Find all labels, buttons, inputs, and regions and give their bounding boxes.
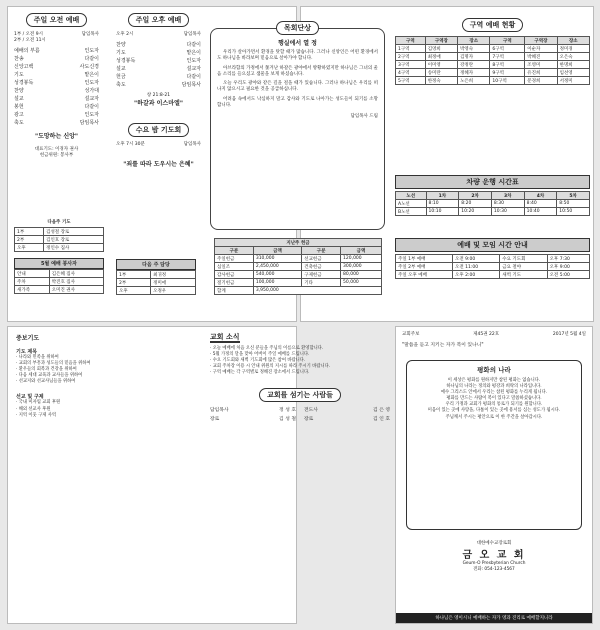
order-value: 맡은이 xyxy=(84,72,99,78)
peace-body xyxy=(415,378,573,421)
order-row xyxy=(116,73,201,81)
attendance-title: 구역 예배 현황 xyxy=(462,18,523,32)
table-cell: 8:20 xyxy=(459,200,492,208)
offering-total-value: 3,950,000 xyxy=(253,287,381,295)
table-header-cell: 구역 xyxy=(490,37,525,45)
mission-list xyxy=(16,400,206,418)
peace-line: 예수 그리스도 안에서 우리는 참된 평화를 누리게 됩니다. xyxy=(440,390,548,396)
table-row xyxy=(396,208,590,216)
table-cell: 정미경 xyxy=(557,45,589,53)
column-paragraph: 아브라함의 가정에서 쫓겨난 하갈은 광야에서 방황하였지만 하나님은 그녀의 울음 소리를 들으셨고 샘물을 보게 하셨습니다. xyxy=(217,65,378,77)
order-row xyxy=(14,103,99,111)
table-header-row xyxy=(396,192,590,200)
order-value: 성가대 xyxy=(84,88,99,94)
table-row xyxy=(396,53,590,61)
duty2-table xyxy=(116,259,196,295)
table-cell: 주차 xyxy=(15,278,50,286)
table-cell: 서정미 xyxy=(557,77,589,85)
staff-role: 장로 xyxy=(210,417,220,423)
staff-entry xyxy=(210,415,296,422)
afternoon-service-title: 주일 오후 예배 xyxy=(128,13,189,27)
table-cell: 박진호 집사 xyxy=(49,278,103,286)
order-label: 헌금 xyxy=(116,74,126,80)
table-row xyxy=(117,279,196,287)
morning-service-order xyxy=(14,47,99,127)
order-row xyxy=(14,55,99,63)
table-cell: 오정우 xyxy=(151,287,196,295)
table-cell: 금요 철야 xyxy=(500,263,547,271)
table-cell: 안내 xyxy=(15,270,50,278)
table-cell: 문경희 xyxy=(525,77,557,85)
table-cell: 1구역 xyxy=(396,45,426,53)
schedule-table xyxy=(395,191,590,216)
order-value: 사도신경 xyxy=(79,64,99,70)
morning-service xyxy=(14,13,99,158)
table-header-cell: 구역 xyxy=(396,37,426,45)
order-row xyxy=(14,71,99,79)
order-label: 기도 xyxy=(116,50,126,56)
table-cell: 강정란 xyxy=(458,61,490,69)
table-cell: 주일 1부 예배 xyxy=(396,255,453,263)
table-cell: 100,000 xyxy=(253,279,301,287)
table-cell: 10구역 xyxy=(490,77,525,85)
order-value: 다같이 xyxy=(84,56,99,62)
table-header-row xyxy=(396,37,590,45)
peace-title: 평화의 나라 xyxy=(477,366,511,374)
table-header-row xyxy=(215,247,382,255)
order-label: 축도 xyxy=(116,82,126,88)
table-row xyxy=(15,270,104,278)
offering-table xyxy=(214,238,382,295)
next-week-table xyxy=(14,219,104,294)
order-row xyxy=(116,65,201,73)
table-header-cell: 구역장 xyxy=(425,37,457,45)
order-label: 예배의 부름 xyxy=(14,48,40,54)
table-cell: A노선 xyxy=(396,200,427,208)
staff-list xyxy=(210,406,390,422)
order-label: 기도 xyxy=(14,72,24,78)
table-cell: 8:30 xyxy=(491,200,524,208)
table-row xyxy=(396,77,590,85)
church-name: 금 오 교 회 xyxy=(462,550,526,561)
table-row xyxy=(215,271,382,279)
table-cell: 300,000 xyxy=(341,263,382,271)
table-cell: 540,000 xyxy=(253,271,301,279)
table-cell: 송미란 xyxy=(425,69,457,77)
wednesday-service-time: 오후 7시 30분 xyxy=(116,142,145,147)
attendance-section xyxy=(395,18,590,85)
table-header-cell: 2차 xyxy=(459,192,492,200)
order-row xyxy=(116,41,201,49)
peace-line: 평화를 만드는 사람이 복이 있다고 말씀하셨습니다. xyxy=(446,396,542,402)
offering-note: 헌금위원: 봉사부 xyxy=(39,153,74,158)
table-cell: 2부 xyxy=(117,279,151,287)
table-cell: 오전 9:00 xyxy=(453,255,500,263)
table-cell: 120,000 xyxy=(341,255,382,263)
peace-line: 이 세상은 평화를 원하지만 참된 평화는 없습니다. xyxy=(447,378,541,383)
prayer-list-title: 기도 제목 xyxy=(16,349,38,355)
order-label: 봉헌 xyxy=(14,104,24,110)
order-row xyxy=(116,49,201,57)
table-cell: 오후 xyxy=(117,287,151,295)
order-label: 찬양 xyxy=(116,42,126,48)
table-cell: 오후 7:30 xyxy=(547,255,589,263)
order-value: 다같이 xyxy=(186,42,201,48)
prayer-item: · 환우들의 회복과 건강을 위하여 xyxy=(16,367,77,373)
order-value: 인도자 xyxy=(84,80,99,86)
table-header-cell: 5차 xyxy=(557,192,590,200)
table-row xyxy=(15,228,104,236)
table-cell: 5구역 xyxy=(396,77,426,85)
morning-sermon-title: "도망하는 신앙" xyxy=(34,133,79,140)
order-row xyxy=(14,47,99,55)
table-cell: 절기헌금 xyxy=(215,279,254,287)
duty-list xyxy=(14,269,104,294)
table-cell: 최정애 xyxy=(425,53,457,61)
page-back-right xyxy=(395,326,593,624)
order-value: 다같이 xyxy=(84,104,99,110)
notice-item: · 구역 예배는 각 구역별로 정해진 장소에서 드립니다. xyxy=(210,370,310,376)
prayer-item: · 다음 세대 교육과 교사들을 위하여 xyxy=(16,373,83,379)
prayer-title: 중보기도 xyxy=(16,335,40,342)
table-cell: 박혜진 xyxy=(525,53,557,61)
order-label: 설교 xyxy=(14,96,24,102)
table-cell: 유진희 xyxy=(525,69,557,77)
order-row xyxy=(14,95,99,103)
peace-line: 우리 가정과 교회가 평화의 통로가 되기를 원합니다. xyxy=(445,402,543,408)
order-row xyxy=(14,111,99,119)
table-cell: 2구역 xyxy=(396,53,426,61)
table-header-cell: 장소 xyxy=(557,37,589,45)
schedule-title: 차량 운행 시간표 xyxy=(395,175,590,189)
order-label: 찬양 xyxy=(14,88,24,94)
table-cell: 3구역 xyxy=(396,61,426,69)
peace-line: 미움이 있는 곳에 사랑을, 다툼이 있는 곳에 용서를 심는 성도가 됩시다. xyxy=(427,408,561,414)
church-english-name: Geum-O Presbyterian Church xyxy=(462,561,526,566)
mission-title: 선교 및 구제 xyxy=(16,394,44,401)
table-cell: 기타 xyxy=(302,279,341,287)
order-label: 설교 xyxy=(116,66,126,72)
staff-name: 정 성 호 xyxy=(279,408,296,414)
order-row xyxy=(14,119,99,127)
staff-entry xyxy=(304,415,390,422)
table-header-cell: 장소 xyxy=(458,37,490,45)
table-cell: 한정숙 xyxy=(425,77,457,85)
table-header-cell: 구분 xyxy=(302,247,341,255)
table-cell: 오전 11:00 xyxy=(453,263,500,271)
notice-item: · 5월 가정의 달을 맞아 어버이 주일 예배를 드립니다. xyxy=(210,352,310,358)
table-cell: 오미진 권사 xyxy=(49,286,103,294)
table-row xyxy=(396,255,590,263)
table-cell: 1부 xyxy=(117,271,151,279)
table-cell: 김인호 장로 xyxy=(44,236,104,244)
table-cell: 오은숙 xyxy=(557,53,589,61)
table-cell: 오후 xyxy=(15,244,44,252)
table-header-cell: 금액 xyxy=(341,247,382,255)
table-cell: 김성철 장로 xyxy=(44,228,104,236)
table-cell: 구제헌금 xyxy=(302,271,341,279)
notice-item: · 수요 기도회와 새벽 기도회에 많은 참여 바랍니다. xyxy=(210,358,306,364)
table-cell: 10:20 xyxy=(459,208,492,216)
staff-entry xyxy=(210,406,296,413)
table-cell: 이미영 xyxy=(425,61,457,69)
table-cell: 8:40 xyxy=(524,200,557,208)
offering-total-row xyxy=(215,287,382,295)
notice-item: · 오늘 예배에 처음 오신 분들을 주님의 이름으로 환영합니다. xyxy=(210,346,324,351)
staff-role: 담임목사 xyxy=(210,408,229,414)
afternoon-service-preacher: 담임목사 xyxy=(183,32,201,37)
church-motto: 하나님은 영이시니 예배하는 자가 영과 진리로 예배할지니라 xyxy=(396,613,592,623)
prayer-section xyxy=(16,333,206,419)
table-cell: 310,000 xyxy=(253,255,301,263)
table-cell: 주일 오후 예배 xyxy=(396,271,453,279)
order-row xyxy=(14,63,99,71)
table-cell: 선교헌금 xyxy=(302,255,341,263)
column-paragraph: 어려움 속에서도 낙심하지 말고 감사와 기도로 나아가는 성도들이 되기를 소망합니다. xyxy=(217,96,378,109)
afternoon-service-order xyxy=(116,41,201,89)
column-title: 행실에서 열 정 xyxy=(278,40,317,47)
column-signature: 담임목사 드림 xyxy=(350,114,378,120)
staff-role: 전도사 xyxy=(304,408,318,414)
meetings-table xyxy=(395,254,590,279)
table-cell: 김영희 xyxy=(425,45,457,53)
table-cell: 2부 xyxy=(15,236,44,244)
table-row xyxy=(15,236,104,244)
column-paragraph: 오늘 우리도 광야와 같은 길을 걸을 때가 있습니다. 그러나 하나님은 우리를 떠나지 않으시고 필요한 것을 공급하십니다. xyxy=(217,81,378,93)
next-week-list xyxy=(14,227,104,252)
table-cell: 오후 9:00 xyxy=(547,263,589,271)
table-cell: 정혜자 xyxy=(458,69,490,77)
wednesday-service-preacher: 담임목사 xyxy=(183,142,201,147)
table-cell: 6구역 xyxy=(490,45,525,53)
column-paragraph: 우리가 살아가면서 환경을 탓할 때가 많습니다. 그러나 신앙인은 어떤 환경에서도 하나님을 바라보며 믿음으로 살아가야 합니다. xyxy=(217,50,378,62)
wednesday-sermon-title: "죄를 따라 도우시는 은혜" xyxy=(123,161,194,168)
table-cell: 80,000 xyxy=(341,271,382,279)
table-row xyxy=(117,287,196,295)
table-header-cell: 구역장 xyxy=(525,37,557,45)
table-cell: 오후 2:00 xyxy=(453,271,500,279)
order-value: 인도자 xyxy=(84,48,99,54)
table-cell: 7구역 xyxy=(490,53,525,61)
notice-item: · 교회 주차장 이용 시 안내 위원의 지시를 따라 주시기 바랍니다. xyxy=(210,364,331,370)
afternoon-service-time: 오후 2시 xyxy=(116,32,134,37)
church-phone: 전화: 054-123-4567 xyxy=(473,567,515,572)
table-cell: 정미애 xyxy=(151,279,196,287)
mission-item: · 지역 이웃 구제 사역 xyxy=(16,412,57,418)
table-cell: 노은희 xyxy=(458,77,490,85)
bulletin-issue-label: 교회주보 xyxy=(402,332,420,337)
morning-service-title: 주일 오전 예배 xyxy=(26,13,87,27)
table-header-cell: 금액 xyxy=(253,247,301,255)
table-cell: 한명희 xyxy=(557,61,589,69)
table-cell: 4구역 xyxy=(396,69,426,77)
table-cell: 최귀정 xyxy=(151,271,196,279)
offering-total-label: 합계 xyxy=(215,287,254,295)
order-label: 축도 xyxy=(14,120,24,126)
staff-entry xyxy=(304,406,390,413)
table-row xyxy=(215,279,382,287)
peace-line: 하나님의 나라는 정의와 평강과 희락의 나라입니다. xyxy=(446,384,542,390)
order-row xyxy=(116,57,201,65)
prayer-note: 대표기도: 이경자 권사 xyxy=(34,147,79,152)
afternoon-service xyxy=(116,13,201,168)
order-label: 신앙고백 xyxy=(14,64,34,70)
afternoon-sermon-range: 창 21:8-21 xyxy=(146,93,171,98)
prayer-item: · 나라와 민족을 위하여 xyxy=(16,355,59,360)
table-row xyxy=(15,286,104,294)
staff-role: 장로 xyxy=(304,417,314,423)
order-label: 광고 xyxy=(14,112,24,118)
order-value: 다같이 xyxy=(186,74,201,80)
prayer-list xyxy=(16,355,206,385)
morning-service-preacher: 담임목사 xyxy=(81,32,99,37)
table-cell: 9구역 xyxy=(490,69,525,77)
attendance-table xyxy=(395,36,590,85)
next-week-title: 다음주 기도 xyxy=(47,220,71,225)
church-signature xyxy=(396,540,592,572)
table-cell: 8:50 xyxy=(557,200,590,208)
table-cell: 김명자 xyxy=(458,53,490,61)
mission-item: · 해외 선교사 후원 xyxy=(16,406,51,412)
order-value: 맡은이 xyxy=(186,50,201,56)
notice-list xyxy=(210,346,390,376)
afternoon-sermon-title: "하갈과 이스마엘" xyxy=(134,100,183,107)
wednesday-service-title: 수요 밤 기도회 xyxy=(128,123,189,137)
table-row xyxy=(117,271,196,279)
duty2-list xyxy=(116,270,196,295)
bulletin-header xyxy=(396,327,592,341)
order-value: 설교자 xyxy=(84,96,99,102)
offering-section xyxy=(214,238,382,295)
table-row xyxy=(396,263,590,271)
table-row xyxy=(15,244,104,252)
morning-service-time: 1부 / 오전 9시 2부 / 오전 11시 xyxy=(14,32,46,43)
table-cell: 주일 2부 예배 xyxy=(396,263,453,271)
prayer-item: · 선교지와 선교사님들을 위하여 xyxy=(16,379,76,385)
table-header-cell: 3차 xyxy=(491,192,524,200)
staff-name: 김 인 호 xyxy=(373,417,390,423)
order-label: 성경봉독 xyxy=(14,80,34,86)
table-cell: 1부 xyxy=(15,228,44,236)
bulletin-verse: "말씀을 듣고 지키는 자가 복이 있나니" xyxy=(402,343,484,348)
order-label: 성경봉독 xyxy=(116,58,136,64)
table-cell: 김은혜 집사 xyxy=(49,270,103,278)
offering-title-row xyxy=(215,239,382,247)
table-cell: 8구역 xyxy=(490,61,525,69)
table-row xyxy=(396,45,590,53)
table-cell: 2,450,000 xyxy=(253,263,301,271)
staff-title: 교회를 섬기는 사람들 xyxy=(259,388,341,402)
table-cell: 정인수 집사 xyxy=(44,244,104,252)
order-row xyxy=(116,81,201,89)
order-row xyxy=(14,87,99,95)
table-header-cell: 4차 xyxy=(524,192,557,200)
table-cell: 임선영 xyxy=(557,69,589,77)
schedule-section xyxy=(395,175,590,216)
table-cell: 십일조 xyxy=(215,263,254,271)
column-label: 목회단상 xyxy=(276,21,319,35)
table-header-cell: 구분 xyxy=(215,247,254,255)
table-cell: 새가족 xyxy=(15,286,50,294)
table-cell: 박영숙 xyxy=(458,45,490,53)
table-cell: 감사헌금 xyxy=(215,271,254,279)
table-header-cell: 노선 xyxy=(396,192,427,200)
order-value: 설교자 xyxy=(186,66,201,72)
duty2-title: 다음 주 담당 xyxy=(116,259,196,270)
column-body xyxy=(217,50,378,109)
table-cell: 새벽 기도 xyxy=(500,271,547,279)
offering-title: 지난주 헌금 xyxy=(215,239,382,247)
table-row xyxy=(215,263,382,271)
table-row xyxy=(396,271,590,279)
bulletin-issue-no: 제45권 22호 xyxy=(473,332,500,337)
table-cell: 10:10 xyxy=(426,208,459,216)
table-cell: 수요 기도회 xyxy=(500,255,547,263)
prayer-item: · 교회의 부흥과 성도들의 믿음을 위하여 xyxy=(16,361,91,367)
church-prefix: 대한예수교장로회 xyxy=(476,541,512,546)
order-value: 담임목사 xyxy=(181,82,201,88)
table-row xyxy=(396,200,590,208)
table-cell: 오전 5:00 xyxy=(547,271,589,279)
table-cell: 이순자 xyxy=(525,45,557,53)
table-cell: B노선 xyxy=(396,208,427,216)
duty-title: 5월 예배 봉사자 xyxy=(14,258,104,269)
table-row xyxy=(15,278,104,286)
bulletin-date: 2017년 5월 4일 xyxy=(552,332,586,337)
order-label: 찬송 xyxy=(14,56,24,62)
staff-name: 김 성 철 xyxy=(279,417,296,423)
order-value: 인도자 xyxy=(84,112,99,118)
staff-name: 김 은 영 xyxy=(373,408,390,414)
table-cell: 건축헌금 xyxy=(302,263,341,271)
mission-item: · 국내 미자립 교회 후원 xyxy=(16,400,61,406)
order-value: 담임목사 xyxy=(79,120,99,126)
table-row xyxy=(396,69,590,77)
table-cell: 조영미 xyxy=(525,61,557,69)
order-row xyxy=(14,79,99,87)
meetings-section xyxy=(395,238,590,279)
notice-title: 교회 소식 xyxy=(210,333,240,341)
peace-line: 주님께서 주시는 평안으로 이 한 주간을 살아갑시다. xyxy=(445,414,543,420)
pastor-column xyxy=(210,24,385,230)
order-value: 인도자 xyxy=(186,58,201,64)
table-cell: 8:10 xyxy=(426,200,459,208)
table-header-cell: 1차 xyxy=(426,192,459,200)
table-cell: 10:30 xyxy=(491,208,524,216)
table-cell: 10:40 xyxy=(524,208,557,216)
table-cell: 50,000 xyxy=(341,279,382,287)
table-cell: 주일헌금 xyxy=(215,255,254,263)
meetings-title: 예배 및 모임 시간 안내 xyxy=(395,238,590,252)
peace-box xyxy=(406,360,582,530)
table-row xyxy=(396,61,590,69)
table-cell: 10:50 xyxy=(557,208,590,216)
notice-section xyxy=(210,332,390,617)
table-row xyxy=(215,255,382,263)
